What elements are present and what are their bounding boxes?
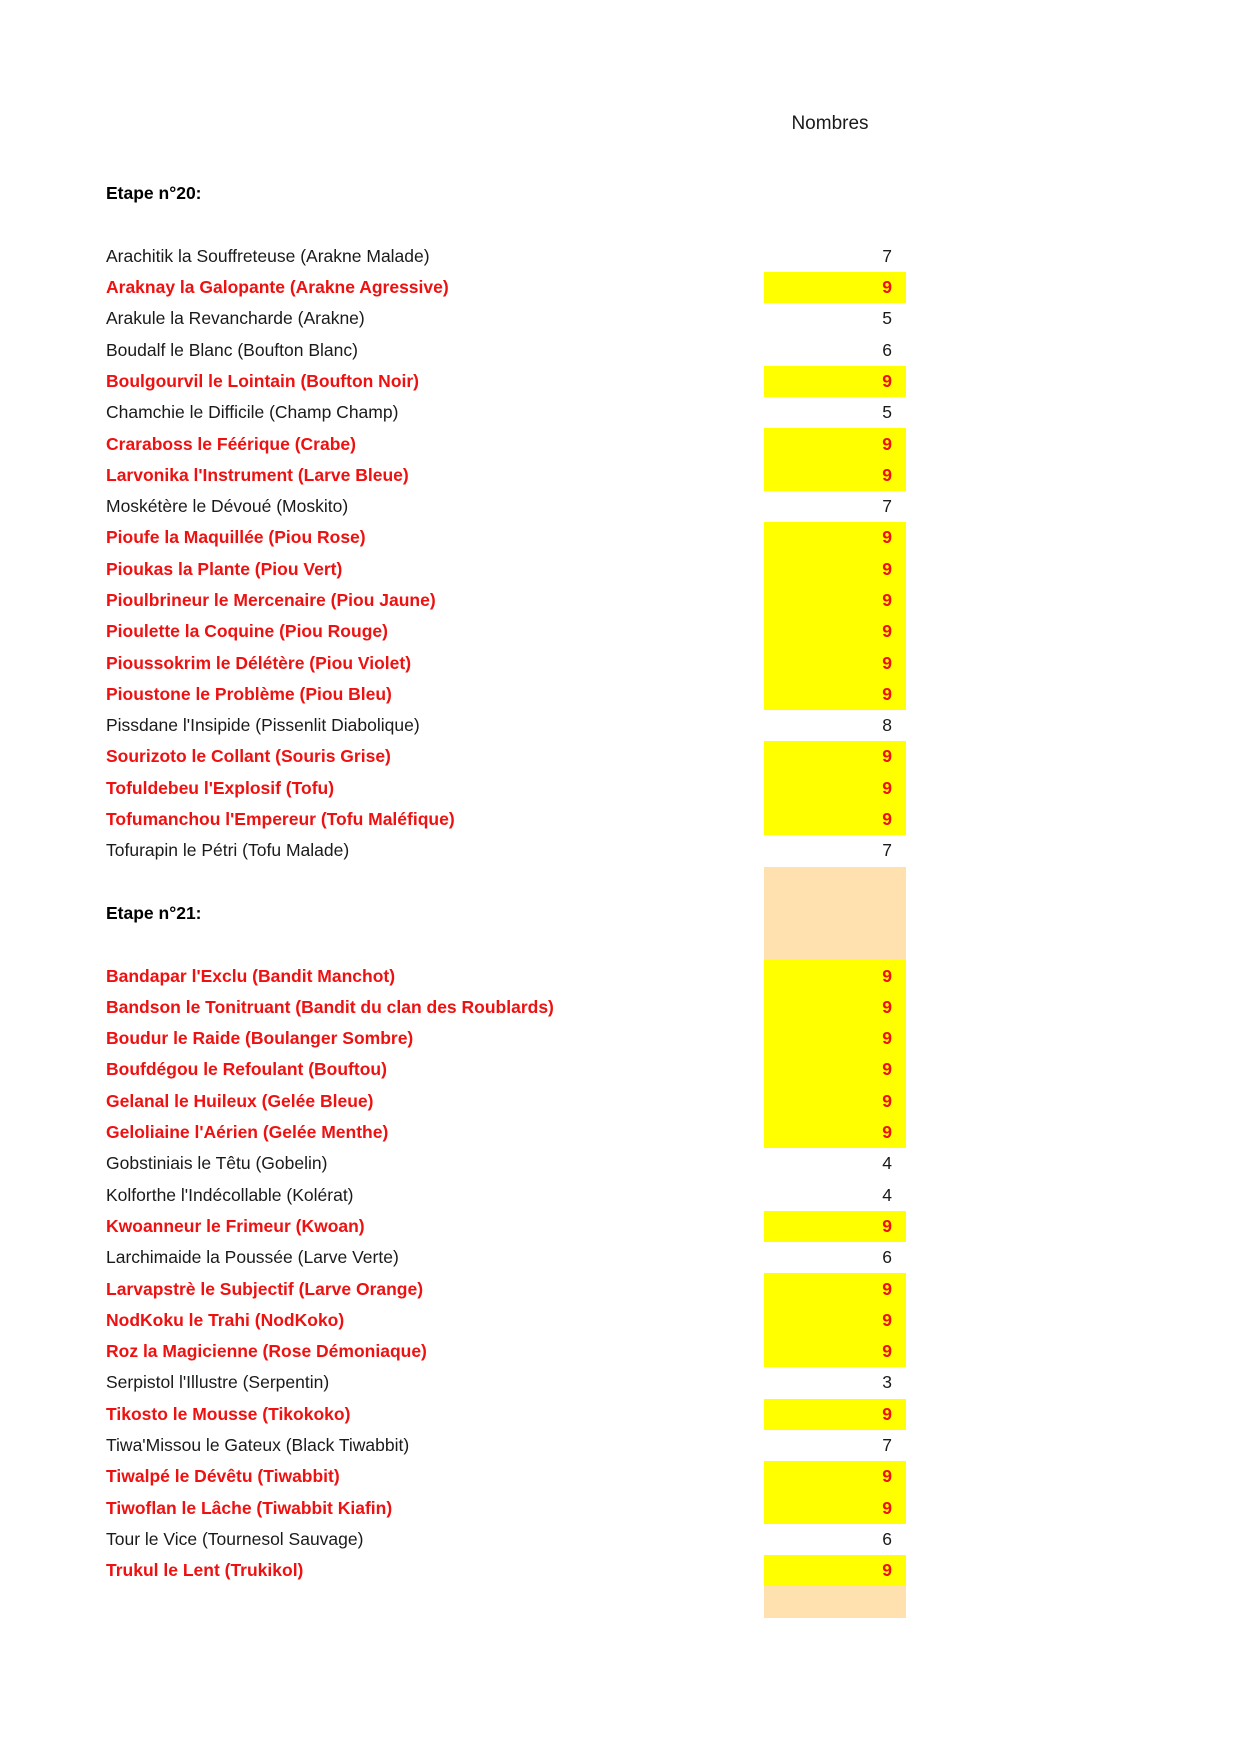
row-value: 9 xyxy=(764,960,906,991)
table-row xyxy=(104,773,1114,804)
row-value: 9 xyxy=(764,679,906,710)
row-label: Chamchie le Difficile (Champ Champ) xyxy=(106,402,399,423)
table-row xyxy=(104,1242,1114,1273)
table-row xyxy=(104,1117,1114,1148)
row-label: Pioustone le Problème (Piou Bleu) xyxy=(106,683,392,704)
table-row xyxy=(104,1023,1114,1054)
row-label: Araknay la Galopante (Arakne Agressive) xyxy=(106,277,449,298)
section-title: Etape n°21: xyxy=(106,902,202,923)
row-label: Kolforthe l'Indécollable (Kolérat) xyxy=(106,1184,354,1205)
row-value: 5 xyxy=(882,308,892,329)
row-value: 9 xyxy=(764,460,906,491)
row-label: Boudur le Raide (Boulanger Sombre) xyxy=(106,1028,414,1049)
table-row xyxy=(104,804,1114,835)
row-value: 9 xyxy=(764,522,906,553)
row-value: 9 xyxy=(764,1305,906,1336)
spacer-label xyxy=(104,209,764,240)
table-row xyxy=(104,241,1114,272)
table-row xyxy=(104,366,1114,397)
row-label: Tofumanchou l'Empereur (Tofu Maléfique) xyxy=(106,809,455,830)
table-row xyxy=(104,1399,1114,1430)
row-value: 4 xyxy=(882,1184,892,1205)
section-title-value xyxy=(764,898,906,929)
table-row xyxy=(104,334,1114,365)
row-value: 9 xyxy=(764,1461,906,1492)
row-value: 9 xyxy=(764,1054,906,1085)
data-sheet xyxy=(104,178,1114,1618)
band-spacer xyxy=(104,929,1114,960)
table-row xyxy=(104,1148,1114,1179)
row-value: 9 xyxy=(764,741,906,772)
row-label: Geloliaine l'Aérien (Gelée Menthe) xyxy=(106,1122,389,1143)
row-value: 9 xyxy=(764,616,906,647)
table-row xyxy=(104,1086,1114,1117)
column-header-nombres: Nombres xyxy=(791,113,869,134)
table-row xyxy=(104,679,1114,710)
spacer-label xyxy=(104,867,764,898)
row-value: 6 xyxy=(882,1247,892,1268)
table-row xyxy=(104,1180,1114,1211)
row-value: 7 xyxy=(882,245,892,266)
row-label: Sourizoto le Collant (Souris Grise) xyxy=(106,746,391,767)
table-row xyxy=(104,1336,1114,1367)
table-row xyxy=(104,741,1114,772)
table-row xyxy=(104,1054,1114,1085)
row-value: 9 xyxy=(764,1117,906,1148)
spacer-value xyxy=(764,1586,906,1617)
table-row xyxy=(104,460,1114,491)
row-value: 9 xyxy=(764,366,906,397)
row-value: 9 xyxy=(764,1086,906,1117)
table-row xyxy=(104,960,1114,991)
table-row xyxy=(104,397,1114,428)
row-value: 9 xyxy=(764,647,906,678)
row-value: 4 xyxy=(882,1153,892,1174)
band-spacer xyxy=(104,1586,1114,1617)
row-label: Tiwoflan le Lâche (Tiwabbit Kiafin) xyxy=(106,1497,393,1518)
row-label: Pioussokrim le Délétère (Piou Violet) xyxy=(106,652,412,673)
spacer-value xyxy=(764,209,906,240)
row-label: NodKoku le Trahi (NodKoko) xyxy=(106,1309,345,1330)
table-row xyxy=(104,1461,1114,1492)
row-label: Pioulette la Coquine (Piou Rouge) xyxy=(106,621,388,642)
table-row xyxy=(104,992,1114,1023)
row-value: 9 xyxy=(764,272,906,303)
table-row xyxy=(104,647,1114,678)
row-value: 9 xyxy=(764,1492,906,1523)
spacer-row xyxy=(104,209,1114,240)
row-label: Bandapar l'Exclu (Bandit Manchot) xyxy=(106,965,396,986)
row-label: Tofurapin le Pétri (Tofu Malade) xyxy=(106,840,350,861)
row-value: 6 xyxy=(882,1528,892,1549)
table-row xyxy=(104,710,1114,741)
band-spacer xyxy=(104,867,1114,898)
row-label: Arakule la Revancharde (Arakne) xyxy=(106,308,365,329)
row-label: Tour le Vice (Tournesol Sauvage) xyxy=(106,1528,364,1549)
row-label: Tiwalpé le Dévêtu (Tiwabbit) xyxy=(106,1466,340,1487)
row-label: Trukul le Lent (Trukikol) xyxy=(106,1560,304,1581)
row-value: 9 xyxy=(764,773,906,804)
table-row xyxy=(104,522,1114,553)
row-label: Boulgourvil le Lointain (Boufton Noir) xyxy=(106,370,420,391)
row-label: Craraboss le Féérique (Crabe) xyxy=(106,433,356,454)
row-label: Larvapstrè le Subjectif (Larve Orange) xyxy=(106,1278,424,1299)
table-row xyxy=(104,616,1114,647)
table-row xyxy=(104,1367,1114,1398)
row-label: Boudalf le Blanc (Boufton Blanc) xyxy=(106,339,358,360)
table-row xyxy=(104,1524,1114,1555)
table-row xyxy=(104,1273,1114,1304)
row-value: 9 xyxy=(764,585,906,616)
row-label: Gobstiniais le Têtu (Gobelin) xyxy=(106,1153,328,1174)
table-row xyxy=(104,1305,1114,1336)
table-row xyxy=(104,1555,1114,1586)
table-row xyxy=(104,428,1114,459)
row-label: Arachitik la Souffreteuse (Arakne Malade) xyxy=(106,245,430,266)
row-value: 9 xyxy=(764,804,906,835)
spacer-value xyxy=(764,929,906,960)
row-value: 5 xyxy=(882,402,892,423)
row-value: 3 xyxy=(882,1372,892,1393)
row-label: Pissdane l'Insipide (Pissenlit Diabolique) xyxy=(106,715,420,736)
row-value: 9 xyxy=(764,1336,906,1367)
row-label: Roz la Magicienne (Rose Démoniaque) xyxy=(106,1341,427,1362)
row-label: Pioufe la Maquillée (Piou Rose) xyxy=(106,527,366,548)
row-value: 7 xyxy=(882,840,892,861)
row-value: 9 xyxy=(764,428,906,459)
spacer-value xyxy=(764,867,906,898)
table-row xyxy=(104,1492,1114,1523)
row-label: Bandson le Tonitruant (Bandit du clan des Roublards) xyxy=(106,996,554,1017)
spacer-label xyxy=(104,929,764,960)
table-row xyxy=(104,272,1114,303)
row-value: 8 xyxy=(882,715,892,736)
section-title-row xyxy=(104,178,1114,209)
row-label: Pioulbrineur le Mercenaire (Piou Jaune) xyxy=(106,590,436,610)
row-value: 7 xyxy=(882,496,892,517)
row-label: Larchimaide la Poussée (Larve Verte) xyxy=(106,1247,399,1268)
row-label: Tiwa'Missou le Gateux (Black Tiwabbit) xyxy=(106,1435,410,1456)
section-title: Etape n°20: xyxy=(106,183,202,204)
row-value: 9 xyxy=(764,1211,906,1242)
section-title-value xyxy=(764,178,906,209)
row-label: Pioukas la Plante (Piou Vert) xyxy=(106,558,343,579)
row-value: 9 xyxy=(764,554,906,585)
row-label: Boufdégou le Refoulant (Bouftou) xyxy=(106,1059,387,1080)
row-label: Tikosto le Mousse (Tikokoko) xyxy=(106,1403,351,1424)
row-label: Gelanal le Huileux (Gelée Bleue) xyxy=(106,1090,374,1111)
row-value: 9 xyxy=(764,1273,906,1304)
table-row xyxy=(104,1211,1114,1242)
row-label: Moskétère le Dévoué (Moskito) xyxy=(106,496,349,517)
row-value: 9 xyxy=(764,1023,906,1054)
row-value: 9 xyxy=(764,992,906,1023)
row-value: 7 xyxy=(882,1435,892,1456)
row-value: 6 xyxy=(882,339,892,360)
table-row xyxy=(104,835,1114,866)
table-row xyxy=(104,303,1114,334)
table-row xyxy=(104,585,1114,616)
row-value: 9 xyxy=(764,1399,906,1430)
spacer-label xyxy=(104,1586,764,1617)
table-row xyxy=(104,554,1114,585)
table-row xyxy=(104,491,1114,522)
row-label: Tofuldebeu l'Explosif (Tofu) xyxy=(106,777,335,798)
table-row xyxy=(104,1430,1114,1461)
row-label: Serpistol l'Illustre (Serpentin) xyxy=(106,1372,330,1393)
section-title-row xyxy=(104,898,1114,929)
row-value: 9 xyxy=(764,1555,906,1586)
row-label: Larvonika l'Instrument (Larve Bleue) xyxy=(106,464,409,485)
row-label: Kwoanneur le Frimeur (Kwoan) xyxy=(106,1215,365,1236)
